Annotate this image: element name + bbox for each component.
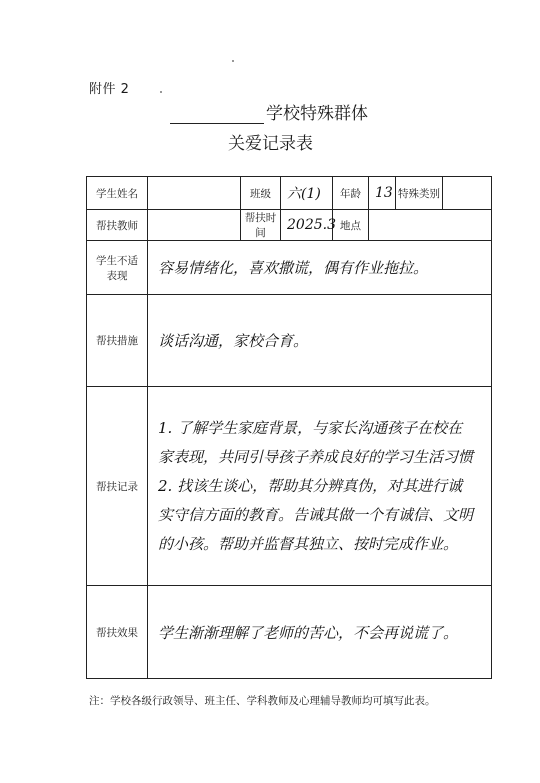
class-label: 班级	[241, 177, 281, 210]
age-label: 年龄	[333, 177, 369, 210]
footer-note: 注：学校各级行政领导、班主任、学科教师及心理辅导教师均可填写此表。	[89, 695, 436, 707]
special-category-label: 特殊类别	[396, 177, 443, 210]
age-value: 13	[369, 177, 396, 210]
help-time-label: 帮扶时间	[241, 210, 281, 241]
attachment-label: 附件 2	[89, 82, 130, 97]
scan-speck	[232, 60, 234, 62]
issues-label-line1: 学生不适	[96, 254, 138, 267]
class-value: 六(1)	[281, 177, 333, 210]
help-time-value: 2025.3	[281, 210, 333, 241]
issues-label-line2: 表现	[106, 269, 128, 282]
records-line: 2. 找该生谈心，帮助其分辨真伪，对其进行诚	[158, 476, 463, 495]
care-record-table	[86, 176, 492, 679]
effect-label: 帮扶效果	[87, 586, 148, 679]
location-value	[369, 210, 492, 241]
helper-teacher-value	[148, 210, 241, 241]
helper-teacher-label: 帮扶教师	[87, 210, 148, 241]
measures-value: 谈话沟通，家校合育。	[148, 295, 492, 387]
special-category-value	[443, 177, 492, 210]
records-line: 实守信方面的教育。告诫其做一个有诚信、文明	[158, 505, 474, 524]
student-name-value	[148, 177, 241, 210]
title-line1-text: 学校特殊群体	[266, 104, 368, 124]
measures-label: 帮扶措施	[87, 295, 148, 387]
records-label: 帮扶记录	[87, 387, 148, 586]
row-measures	[87, 295, 492, 387]
row-records	[87, 387, 492, 586]
issues-value: 容易情绪化，喜欢撒谎，偶有作业拖拉。	[148, 241, 492, 295]
location-label: 地点	[333, 210, 369, 241]
student-name-label: 学生姓名	[87, 177, 148, 210]
records-line: 的小孩。帮助并监督其独立、按时完成作业。	[158, 534, 459, 553]
issues-label	[87, 241, 148, 295]
records-value	[148, 387, 492, 586]
records-line: 家表现，共同引导孩子养成良好的学习生活习惯	[158, 447, 474, 466]
scan-speck	[160, 91, 162, 93]
records-line: 1. 了解学生家庭背景，与家长沟通孩子在校在	[158, 418, 463, 437]
row-effect	[87, 586, 492, 679]
form-title-line1	[170, 99, 368, 124]
form-title-line2: 关爱记录表	[228, 134, 313, 154]
school-name-blank	[170, 105, 264, 124]
row-issues	[87, 241, 492, 295]
effect-value: 学生渐渐理解了老师的苦心，不会再说谎了。	[148, 586, 492, 679]
row-helper-info	[87, 210, 492, 241]
row-student-info	[87, 177, 492, 210]
